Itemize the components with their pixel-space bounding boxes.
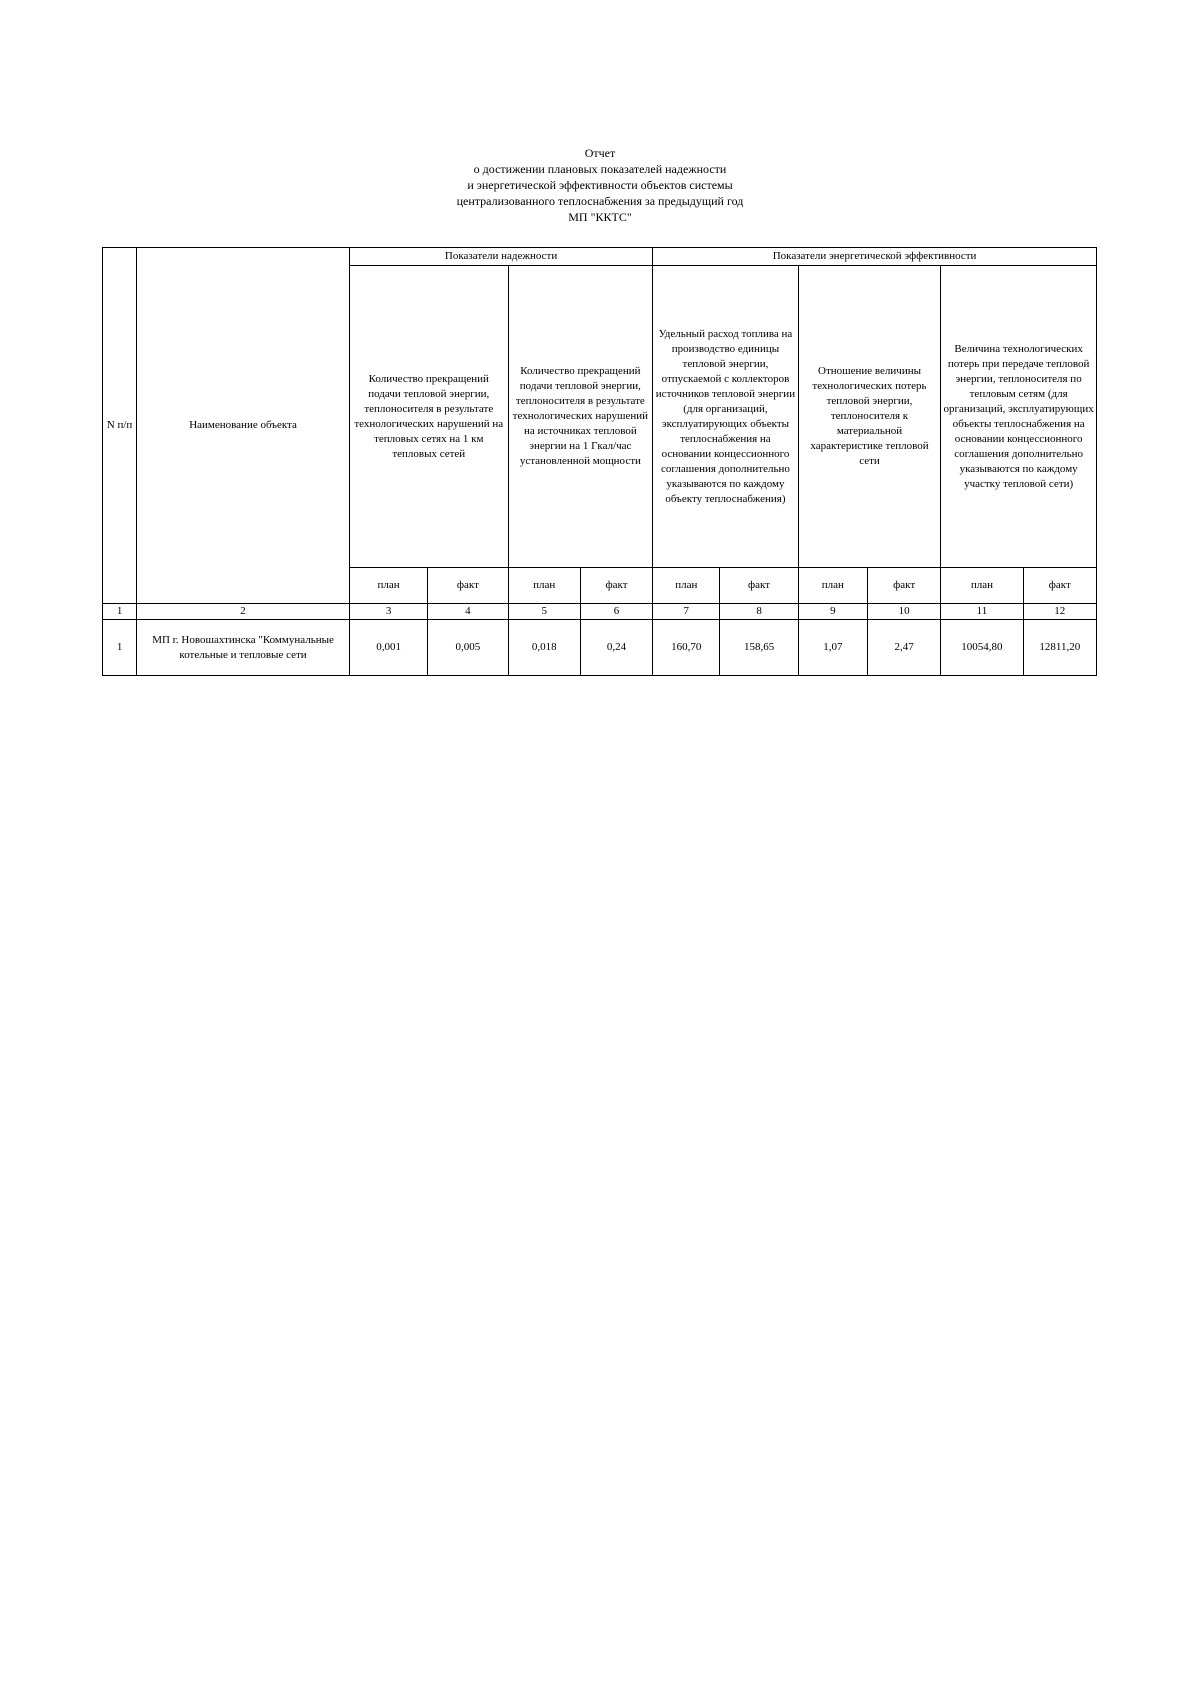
column-number-row: [103, 604, 1097, 620]
title-line-5: МП "ККТС": [568, 210, 632, 224]
indicator-fuel-consumption: Удельный расход топлива на производство единицы тепловой энергии, отпускаемой с коллекторов источников тепловой энергии (для организаций, эксплуатирующих объекты теплоснабжения на основании концессионного соглашения дополнительно указываются по каждому объекту теплоснабжения): [653, 266, 799, 568]
column-number: 4: [428, 604, 508, 620]
plan-label: план: [941, 568, 1023, 604]
report-title: [0, 145, 1200, 225]
column-number: 7: [653, 604, 720, 620]
column-number: 2: [137, 604, 350, 620]
fact-label: факт: [720, 568, 798, 604]
value-cell: 0,005: [428, 620, 508, 676]
value-cell: 1,07: [798, 620, 867, 676]
value-cell: 12811,20: [1023, 620, 1096, 676]
column-number: 11: [941, 604, 1023, 620]
column-number: 9: [798, 604, 867, 620]
value-cell: 0,001: [349, 620, 427, 676]
header-object-name: Наименование объекта: [137, 248, 350, 604]
row-number: 1: [103, 620, 137, 676]
header-efficiency-group: Показатели энергетической эффективности: [653, 248, 1097, 266]
fact-label: факт: [428, 568, 508, 604]
fact-label: факт: [867, 568, 940, 604]
title-line-2: о достижении плановых показателей надежности: [473, 162, 727, 176]
title-line-3: и энергетической эффективности объектов системы: [467, 178, 733, 192]
indicator-loss-ratio: Отношение величины технологических потерь тепловой энергии, теплоносителя к материальной характеристике тепловой сети: [798, 266, 941, 568]
fact-label: факт: [580, 568, 652, 604]
column-number: 12: [1023, 604, 1096, 620]
column-number: 10: [867, 604, 940, 620]
object-name: МП г. Новошахтинска "Коммунальные котельные и тепловые сети: [137, 620, 350, 676]
plan-label: план: [653, 568, 720, 604]
table-row: [103, 620, 1097, 676]
header-np: N п/п: [103, 248, 137, 604]
column-number: 1: [103, 604, 137, 620]
value-cell: 0,24: [580, 620, 652, 676]
fact-label: факт: [1023, 568, 1096, 604]
value-cell: 160,70: [653, 620, 720, 676]
plan-label: план: [798, 568, 867, 604]
value-cell: 0,018: [508, 620, 580, 676]
column-number: 6: [580, 604, 652, 620]
column-number: 5: [508, 604, 580, 620]
header-reliability-group: Показатели надежности: [349, 248, 652, 266]
report-table: [102, 247, 1097, 676]
title-line-1: Отчет: [584, 146, 616, 160]
column-number: 8: [720, 604, 798, 620]
indicator-source-interruptions: Количество прекращений подачи тепловой энергии, теплоносителя в результате технологических нарушений на источниках тепловой энергии на 1 Гкал/час установленной мощности: [508, 266, 653, 568]
plan-label: план: [508, 568, 580, 604]
value-cell: 158,65: [720, 620, 798, 676]
title-line-4: централизованного теплоснабжения за предыдущий год: [456, 194, 744, 208]
indicator-network-interruptions: Количество прекращений подачи тепловой энергии, теплоносителя в результате технологических нарушений на тепловых сетях на 1 км тепловых сетей: [349, 266, 508, 568]
value-cell: 2,47: [867, 620, 940, 676]
indicator-technological-losses: Величина технологических потерь при передаче тепловой энергии, теплоносителя по тепловым сетям (для организаций, эксплуатирующих объекты теплоснабжения на основании концессионного соглашения дополнительно указываются по каждому участку тепловой сети): [941, 266, 1097, 568]
column-number: 3: [349, 604, 427, 620]
plan-label: план: [349, 568, 427, 604]
value-cell: 10054,80: [941, 620, 1023, 676]
